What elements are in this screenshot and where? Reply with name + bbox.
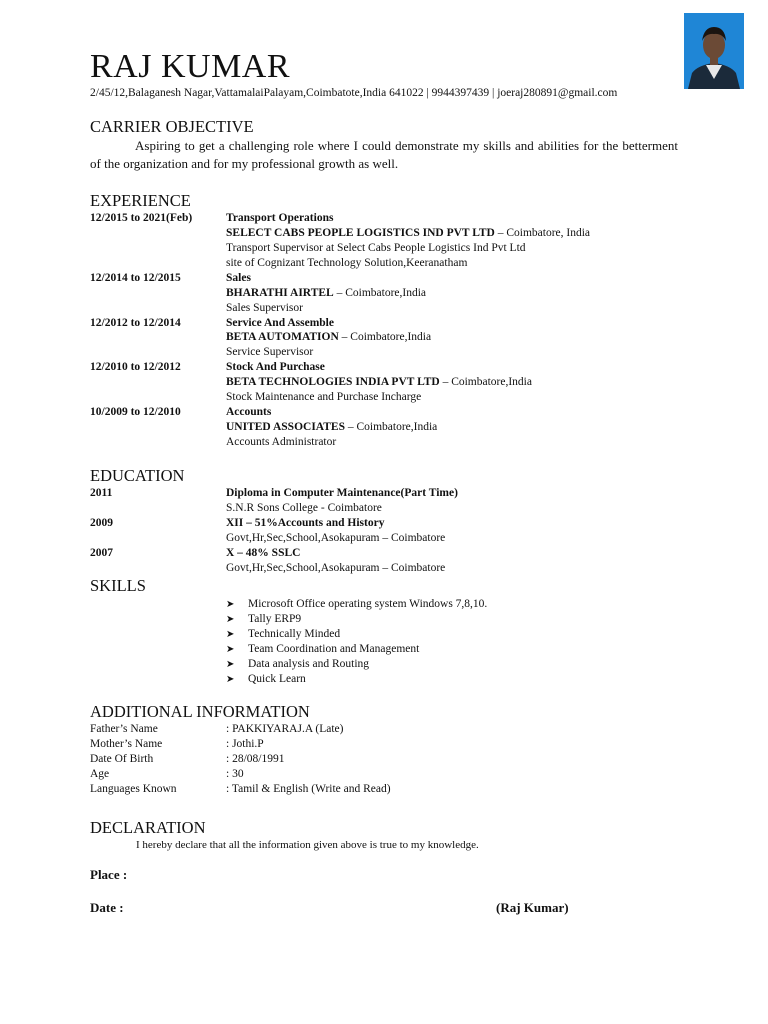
info-label: Age [90, 768, 110, 780]
skill-item [226, 612, 301, 627]
experience-period: 12/2015 to 2021(Feb) [90, 212, 193, 224]
education-year: 2011 [90, 487, 113, 499]
experience-detail: Stock Maintenance and Purchase Incharge [226, 391, 422, 403]
additional-heading: ADDITIONAL INFORMATION [90, 702, 310, 721]
objective-text: Aspiring to get a challenging role where I could demonstrate my skills and abilities for the betterment of the organization and for my professional growth as well. [90, 138, 678, 171]
experience-role: Transport Operations [226, 212, 334, 224]
arrow-bullet-icon: ➤ [226, 629, 235, 640]
experience-location: – Coimbatore,India [333, 287, 427, 299]
date-label: Date : [90, 900, 124, 915]
education-title: X – 48% SSLC [226, 547, 301, 559]
experience-role: Service And Assemble [226, 317, 334, 329]
declaration-heading: DECLARATION [90, 818, 206, 837]
experience-detail: site of Cognizant Technology Solution,Keeranatham [226, 257, 468, 269]
experience-location: – Coimbatore, India [494, 227, 591, 239]
experience-location: – Coimbatore,India [439, 376, 532, 388]
education-school: S.N.R Sons College - Coimbatore [226, 502, 382, 514]
education-title: Diploma in Computer Maintenance(Part Time) [226, 487, 458, 499]
info-value: : Tamil & English (Write and Read) [226, 783, 391, 795]
info-label: Mother’s Name [90, 738, 163, 750]
skill-text: Microsoft Office operating system Windows 7,8,10. [248, 598, 488, 610]
experience-location: – Coimbatore,India [344, 421, 438, 433]
profile-photo [684, 13, 744, 89]
arrow-bullet-icon: ➤ [226, 659, 235, 670]
experience-detail: Service Supervisor [226, 346, 314, 358]
experience-detail: Transport Supervisor at Select Cabs People Logistics Ind Pvt Ltd [226, 242, 526, 254]
skill-item [226, 597, 487, 612]
info-value: : Jothi.P [226, 738, 264, 750]
info-label: Date Of Birth [90, 753, 154, 765]
contact-line: 2/45/12,Balaganesh Nagar,VattamalaiPalayam,Coimbatote,India 641022 | 9944397439 | joeraj280891@gmail.com [90, 87, 618, 99]
info-value: : PAKKIYARAJ.A (Late) [226, 723, 344, 735]
experience-company: SELECT CABS PEOPLE LOGISTICS IND PVT LTD [226, 227, 495, 239]
skills-heading: SKILLS [90, 576, 146, 595]
experience-company-line [226, 226, 590, 241]
skill-item [226, 627, 340, 642]
info-label: Father’s Name [90, 723, 158, 735]
skill-text: Team Coordination and Management [248, 643, 420, 655]
experience-company-line [226, 286, 426, 301]
place-label: Place : [90, 867, 128, 882]
experience-role: Stock And Purchase [226, 361, 325, 373]
info-value: : 30 [226, 768, 244, 780]
skill-text: Tally ERP9 [248, 613, 302, 625]
experience-role: Accounts [226, 406, 272, 418]
skill-text: Quick Learn [248, 673, 306, 685]
experience-company: BHARATHI AIRTEL [226, 287, 334, 299]
skill-item [226, 672, 306, 687]
experience-location: – Coimbatore,India [338, 331, 432, 343]
experience-period: 12/2010 to 12/2012 [90, 361, 181, 373]
education-school: Govt,Hr,Sec,School,Asokapuram – Coimbatore [226, 562, 446, 574]
education-title: XII – 51%Accounts and History [226, 517, 385, 529]
arrow-bullet-icon: ➤ [226, 644, 235, 655]
experience-detail: Accounts Administrator [226, 436, 337, 448]
signature-name: (Raj Kumar) [496, 900, 569, 915]
experience-period: 10/2009 to 12/2010 [90, 406, 181, 418]
skill-item [226, 642, 419, 657]
arrow-bullet-icon: ➤ [226, 614, 235, 625]
arrow-bullet-icon: ➤ [226, 599, 235, 610]
skill-item [226, 657, 369, 672]
experience-period: 12/2012 to 12/2014 [90, 317, 181, 329]
declaration-text: I hereby declare that all the information given above is true to my knowledge. [136, 839, 479, 851]
experience-company-line [226, 330, 431, 345]
experience-heading: EXPERIENCE [90, 191, 191, 210]
objective-heading: CARRIER OBJECTIVE [90, 117, 254, 136]
skill-text: Technically Minded [248, 628, 341, 640]
education-year: 2007 [90, 547, 113, 559]
info-value: : 28/08/1991 [226, 753, 285, 765]
experience-detail: Sales Supervisor [226, 302, 303, 314]
experience-role: Sales [226, 272, 251, 284]
experience-company: BETA AUTOMATION [226, 331, 339, 343]
education-school: Govt,Hr,Sec,School,Asokapuram – Coimbatore [226, 532, 446, 544]
info-label: Languages Known [90, 783, 177, 795]
candidate-name: RAJ KUMAR [90, 48, 291, 85]
skill-text: Data analysis and Routing [248, 658, 370, 670]
education-year: 2009 [90, 517, 113, 529]
arrow-bullet-icon: ➤ [226, 674, 235, 685]
experience-company-line [226, 420, 437, 435]
experience-company: BETA TECHNOLOGIES INDIA PVT LTD [226, 376, 440, 388]
experience-company-line [226, 375, 532, 390]
education-heading: EDUCATION [90, 466, 185, 485]
experience-company: UNITED ASSOCIATES [226, 421, 345, 433]
experience-period: 12/2014 to 12/2015 [90, 272, 181, 284]
